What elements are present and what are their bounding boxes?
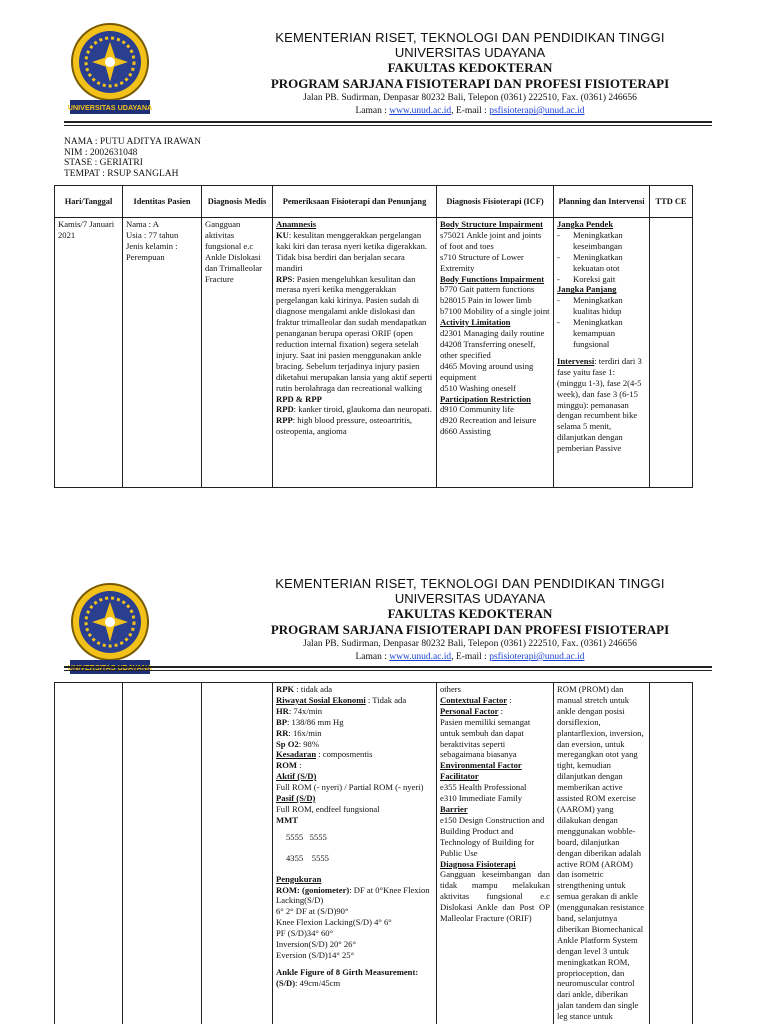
university-name: UNIVERSITAS UDAYANA <box>394 45 546 60</box>
student-tempat: TEMPAT : RSUP SANGLAH <box>64 168 179 179</box>
letterhead <box>180 576 760 664</box>
ministry-name: KEMENTERIAN RISET, TEKNOLOGI DAN PENDIDIKAN TINGGI <box>275 576 665 591</box>
contact-line: Laman : www.unud.ac.id, E-mail : psfisioterapi@unud.ac.id <box>355 106 585 116</box>
assessment-table-continued <box>54 682 693 1024</box>
address-line: Jalan PB. Sudirman, Denpasar 80232 Bali, Telepon (0361) 222510, Fax. (0361) 246656 <box>303 639 637 649</box>
table-row <box>55 683 693 1024</box>
header-identity: Identitas Pasien <box>123 186 202 218</box>
cell-identity: Nama : A Usia : 77 tahun Jenis kelamin : Perempuan <box>123 218 202 488</box>
header-diagnosis: Diagnosis Medis <box>202 186 273 218</box>
header-rule-thin <box>64 125 712 126</box>
faculty-name: FAKULTAS KEDOKTERAN <box>387 606 553 621</box>
table-header-row <box>55 186 693 218</box>
university-logo-icon <box>64 20 156 120</box>
email-link[interactable]: psfisioterapi@unud.ac.id <box>489 652 585 662</box>
cell-icf: others Contextual Factor : Personal Factor : Pasien memiliki semangat untuk sembuh dan dapat beraktivitas seperti sebagaimana biasanya Environmental Factor Facilitator e355 Health Professional e310 Immediate Family Barrier e150 Design Construction and Building Product and Technology of Building for Public Use Diagnosa Fisioterapi Gangguan keseimbangan dan tidak mampu melakukan aktivitas fungsional e.c Dislokasi Ankle dan Post OP Malleolar Fracture (ORIF) <box>437 683 554 1024</box>
cell-planning: Jangka Pendek - Meningkatkan keseimbangan - Meningkatkan kekuatan otot - Koreksi gait Jangka Panjang - Meningkatkan kualitas hidup - Meningkatkan kemampuan fungsional Intervensi: terdiri dari 3 fase yaitu fase 1: (minggu 1-3), fase 2(4-5 week), dan fase 3 (6-15 minggu): pemanasan dengan recumbent bike selama 5 menit, dilanjutkan dengan pemberian Passive <box>554 218 650 488</box>
cell-date <box>55 683 123 1024</box>
cell-date: Kamis/7 Januari 2021 <box>55 218 123 488</box>
cell-exam: Anamnesis KU: kesulitan menggerakkan pergelangan kaki kiri dan terasa nyeri ketika digerakkan. Tidak bisa berdiri dan berjalan secara mandiri RPS: Pasien mengeluhkan kesulitan dan merasa nyeri ketika menggerakkan pergelangan kaki kirinya. Pasien sudah di diagnose mengalami ankle dislokasi dan fraktur trimalleolar dan sudah mendapatkan penanganan berupa operasi ORIF (open reduction internal fixation) segera setelah injury. Saat ini pasien menggunakan ankle bracing. Sebelum terjadinya injury pasien diketahui merupakan lansia yang aktif seperti rutin berolahraga dan recreational walking RPD & RPP RPD: kanker tiroid, glaukoma dan neuropati. RPP: high blood pressure, osteoartritis, osteopenia, angioma <box>273 218 437 488</box>
university-name: UNIVERSITAS UDAYANA <box>394 591 546 606</box>
cell-diagnosis: Gangguan aktivitas fungsional e.c Ankle Dislokasi dan Trimalleolar Fracture <box>202 218 273 488</box>
student-stase: STASE : GERIATRI <box>64 158 143 169</box>
header-exam: Pemeriksaan Fisioterapi dan Penunjang <box>273 186 437 218</box>
cell-signature <box>650 683 693 1024</box>
address-line: Jalan PB. Sudirman, Denpasar 80232 Bali, Telepon (0361) 222510, Fax. (0361) 246656 <box>303 93 637 103</box>
cell-signature <box>650 218 693 488</box>
email-link[interactable]: psfisioterapi@unud.ac.id <box>489 106 585 116</box>
student-name: NAMA : PUTU ADITYA IRAWAN <box>64 137 201 147</box>
header-icf: Diagnosis Fisioterapi (ICF) <box>437 186 554 218</box>
document-page-1 <box>0 0 768 490</box>
program-name: PROGRAM SARJANA FISIOTERAPI DAN PROFESI FISIOTERAPI <box>270 76 670 91</box>
cell-icf: Body Structure Impairment s75021 Ankle joint and joints of foot and toes s710 Structure of Lower Extremity Body Functions Impairment b770 Gait pattern functions b28015 Pain in lower limb b7100 Mobility of a single joint Activity Limitation d2301 Managing daily routine d4208 Transferring oneself, other specified d465 Moving around using equipment d510 Washing oneself Participation Restriction d910 Community life d920 Recreation and leisure d660 Assisting <box>437 218 554 488</box>
assessment-table <box>54 185 693 488</box>
header-planning: Planning dan Intervensi <box>554 186 650 218</box>
program-name: PROGRAM SARJANA FISIOTERAPI DAN PROFESI FISIOTERAPI <box>270 622 670 637</box>
website-link[interactable]: www.unud.ac.id <box>389 652 452 662</box>
cell-identity <box>123 683 202 1024</box>
student-nim: NIM : 2002631048 <box>64 147 138 158</box>
ministry-name: KEMENTERIAN RISET, TEKNOLOGI DAN PENDIDIKAN TINGGI <box>275 30 665 45</box>
faculty-name: FAKULTAS KEDOKTERAN <box>387 60 553 75</box>
header-rule-thin <box>64 670 712 671</box>
logo-text: UNIVERSITAS UDAYANA <box>67 103 153 112</box>
student-info <box>64 137 201 179</box>
cell-diagnosis <box>202 683 273 1024</box>
header-rule <box>64 666 712 668</box>
website-link[interactable]: www.unud.ac.id <box>389 106 452 116</box>
header-signature: TTD CE <box>650 186 693 218</box>
header-date: Hari/Tanggal <box>55 186 123 218</box>
university-logo-icon <box>64 580 156 680</box>
document-page-2 <box>0 562 768 1024</box>
table-row <box>55 218 693 488</box>
contact-line: Laman : www.unud.ac.id, E-mail : psfisioterapi@unud.ac.id <box>355 652 585 662</box>
logo-text: UNIVERSITAS UDAYANA <box>67 663 153 672</box>
header-rule <box>64 121 712 123</box>
letterhead <box>180 30 760 118</box>
cell-exam: RPK : tidak ada Riwayat Sosial Ekonomi : Tidak ada HR: 74x/min BP: 138/86 mm Hg RR: 16x/min Sp O2: 98% Kesadaran : composmentis ROM : Aktif (S/D) Full ROM (- nyeri) / Partial ROM (- nyeri) Pasif (S/D) Full ROM, endfeel fungsional MMT 5555 5555 4355 5555 Pengukuran ROM: (goniometer): DF at 0°Knee Flexion Lacking(S/D) 6° 2° DF at (S/D)90° Knee Flexion Lacking(S/D) 4° 6° PF (S/D)34° 60° Inversion(S/D) 20° 26° Eversion (S/D)14° 25° Ankle Figure of 8 Girth Measurement: (S/D): 49cm/45cm <box>273 683 437 1024</box>
cell-planning: ROM (PROM) dan manual stretch untuk ankle dengan posisi dorsiflexion, plantarflexion, inversion, dan eversion, untuk meregangkan otot yang tight, kemudian dilanjutkan dengan memberikan active assisted ROM exercise (AAROM) yang dilakukan dengan menggunakan wobble-board, dilanjutkan dengan diberikan adalah active ROM (AROM) dan isometric strengthening untuk semua gerakan di ankle (menggunakan resistance band, selanjutnya diberikan Biomechanical Ankle Platform System dengan level 3 untuk meningkatkan ROM, proprioception, dan neuromuscular control dari ankle, diberikan jalan tandem dan single leg stance untuk <box>554 683 650 1024</box>
page-gap <box>0 490 768 562</box>
